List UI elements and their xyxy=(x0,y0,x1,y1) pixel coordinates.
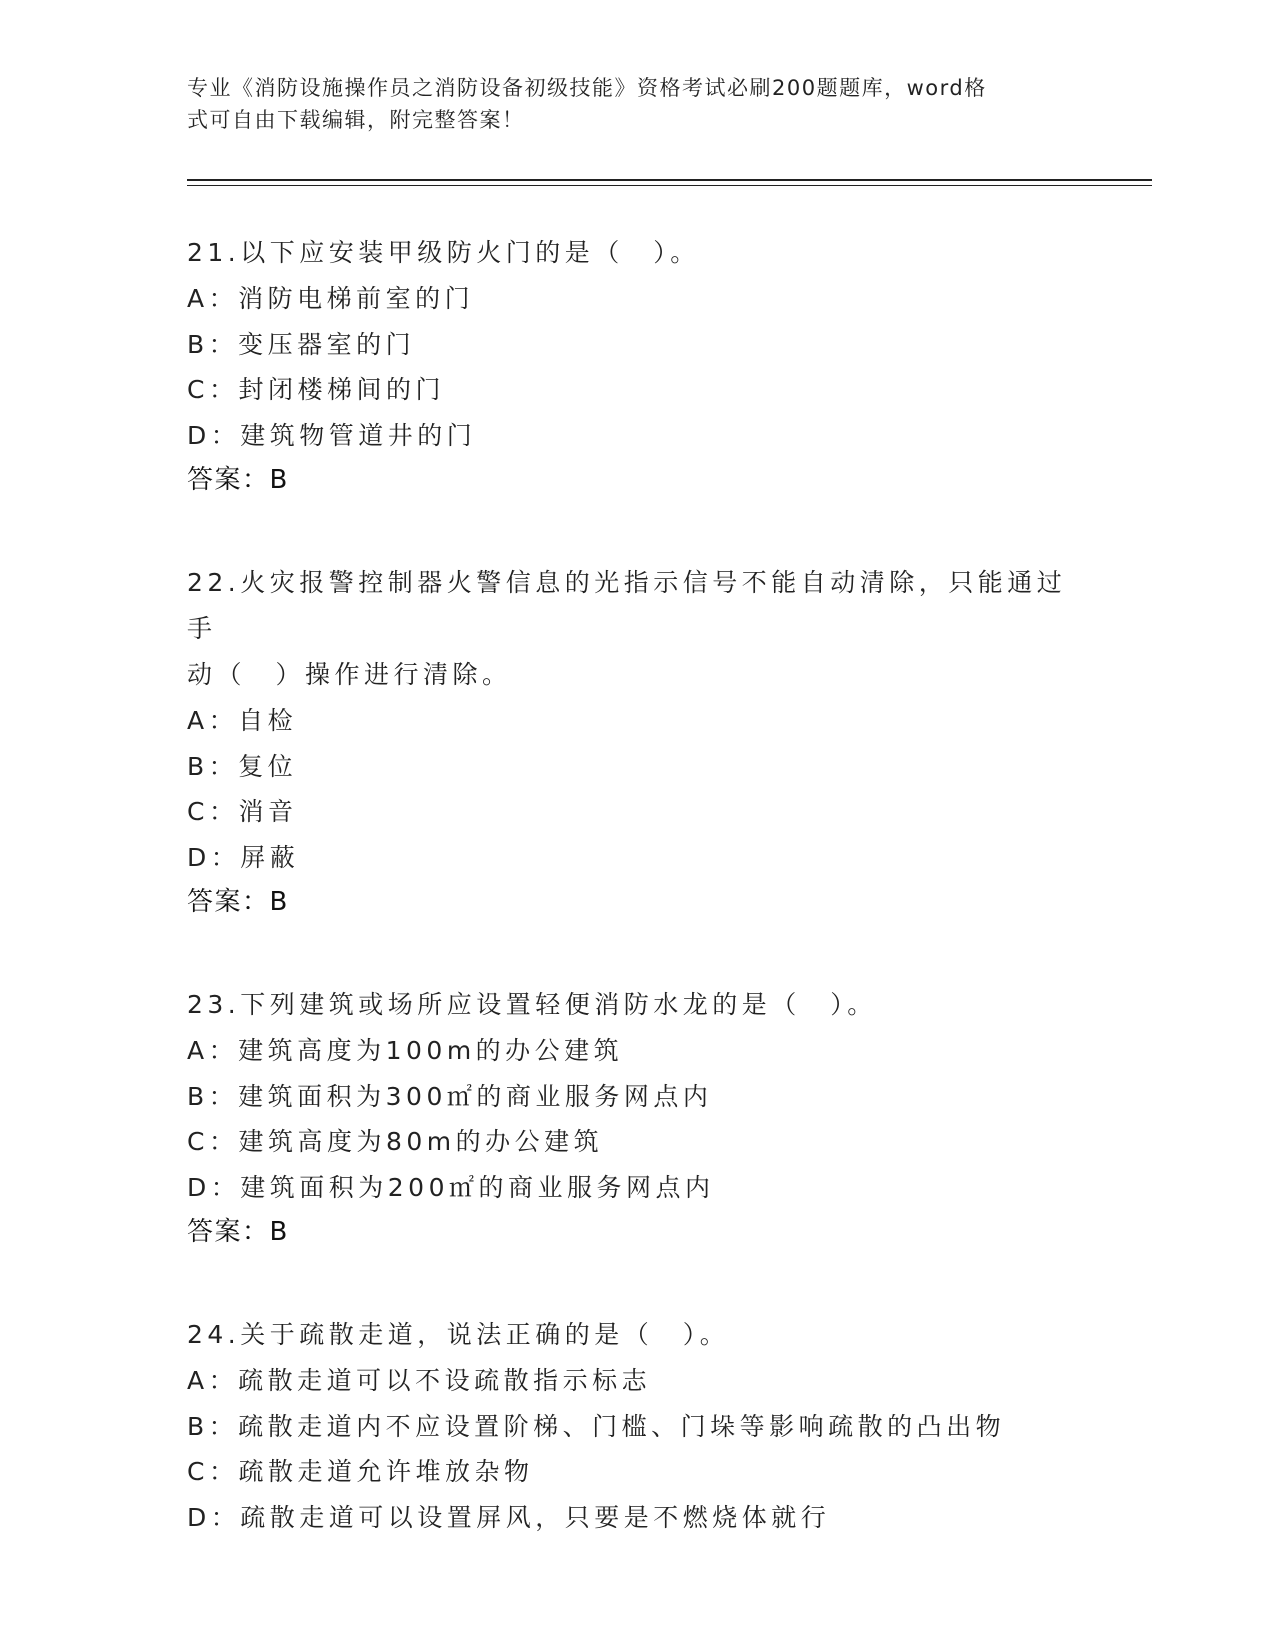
option-a: A：自检 xyxy=(187,706,298,735)
question-stem: 23.下列建筑或场所应设置轻便消防水龙的是（ ）。 xyxy=(187,990,877,1019)
option-b: B：建筑面积为300㎡的商业服务网点内 xyxy=(187,1081,713,1111)
header-line-1: 专业《消防设施操作员之消防设备初级技能》资格考试必刷200题题库，word格 xyxy=(187,76,987,100)
question-22 xyxy=(187,560,1087,925)
answer: 答案：B xyxy=(187,887,289,917)
question-23 xyxy=(187,982,1087,1255)
document-header xyxy=(187,72,1067,136)
option-b: B：变压器室的门 xyxy=(187,329,416,359)
option-c: C：封闭楼梯间的门 xyxy=(187,375,445,404)
option-a: A：建筑高度为100m的办公建筑 xyxy=(187,1036,624,1065)
header-line-2: 式可自由下载编辑，附完整答案！ xyxy=(187,108,525,132)
header-rule-thin xyxy=(187,185,1152,186)
option-a: A：消防电梯前室的门 xyxy=(187,284,475,313)
option-b: B：复位 xyxy=(187,751,298,781)
question-24 xyxy=(187,1312,1087,1540)
question-stem: 24.关于疏散走道，说法正确的是（ ）。 xyxy=(187,1320,730,1349)
option-b: B：疏散走道内不应设置阶梯、门槛、门垛等影响疏散的凸出物 xyxy=(187,1411,1006,1441)
option-c: C：疏散走道允许堆放杂物 xyxy=(187,1457,534,1486)
option-d: D：屏蔽 xyxy=(187,842,300,872)
option-c: C：建筑高度为80m的办公建筑 xyxy=(187,1127,604,1156)
option-d: D：疏散走道可以设置屏风，只要是不燃烧体就行 xyxy=(187,1502,831,1532)
question-21 xyxy=(187,230,1087,503)
answer: 答案：B xyxy=(187,1217,289,1247)
question-stem: 22.火灾报警控制器火警信息的光指示信号不能自动清除，只能通过手 xyxy=(187,568,1067,643)
question-list xyxy=(187,230,1087,1597)
question-stem: 21.以下应安装甲级防火门的是（ ）。 xyxy=(187,238,700,267)
option-d: D：建筑物管道井的门 xyxy=(187,420,477,450)
header-rule-thick xyxy=(187,179,1152,181)
answer: 答案：B xyxy=(187,465,289,495)
option-d: D：建筑面积为200㎡的商业服务网点内 xyxy=(187,1172,715,1202)
question-stem-continued: 动（ ）操作进行清除。 xyxy=(187,660,512,689)
option-c: C：消音 xyxy=(187,797,298,826)
option-a: A：疏散走道可以不设疏散指示标志 xyxy=(187,1366,652,1395)
